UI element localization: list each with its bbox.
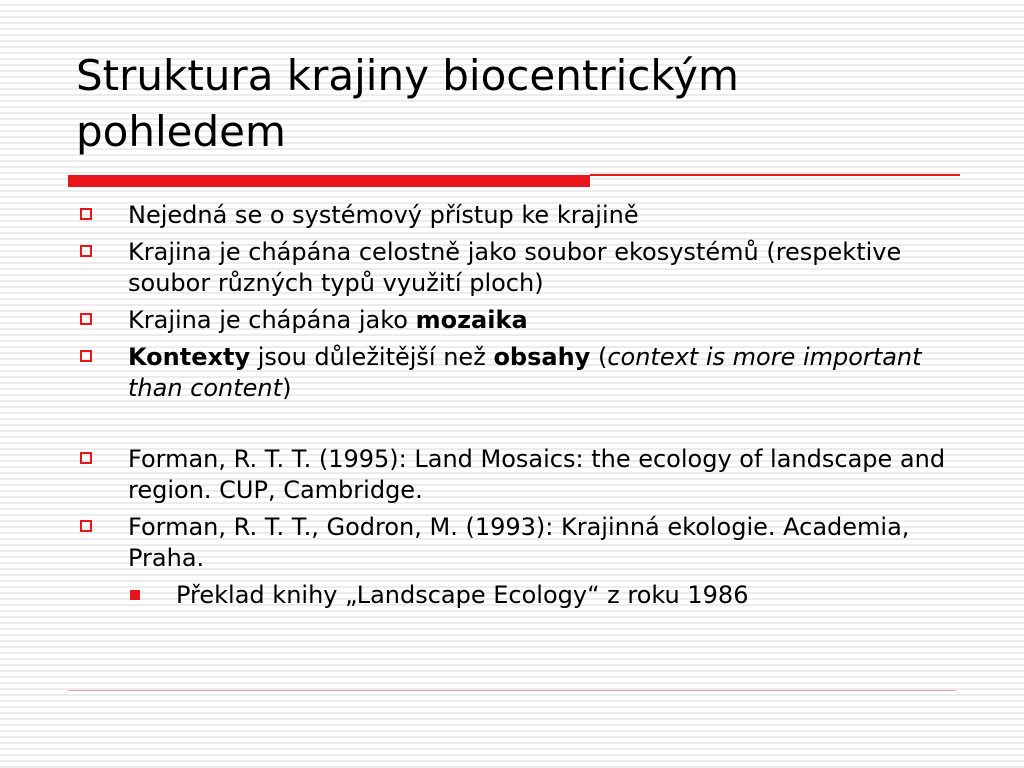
bullet-item bbox=[78, 237, 958, 299]
bullet-item bbox=[78, 200, 958, 231]
bullet-text: Krajina je chápána jako bbox=[128, 306, 416, 334]
bullet-emphasis: Kontexty bbox=[128, 343, 251, 371]
bullet-text: ( bbox=[590, 343, 608, 371]
bullet-text: Nejedná se o systémový přístup ke krajině bbox=[128, 201, 639, 229]
bullet-text: Krajina je chápána celostně jako soubor ekosystémů (respektive soubor různých typů využití ploch) bbox=[128, 238, 902, 297]
bullet-text: Forman, R. T. T. (1995): Land Mosaics: the ecology of landscape and region. CUP, Cambridge. bbox=[128, 445, 946, 504]
hollow-square-bullet-icon bbox=[80, 245, 92, 257]
bullet-item-reference bbox=[78, 512, 958, 574]
bullet-text: jsou důležitější než bbox=[250, 343, 494, 371]
bullet-item bbox=[78, 305, 958, 336]
hollow-square-bullet-icon bbox=[80, 313, 92, 325]
hollow-square-bullet-icon bbox=[80, 350, 92, 362]
hollow-square-bullet-icon bbox=[80, 452, 92, 464]
subbullet-text: Překlad knihy „Landscape Ecology“ z roku 1986 bbox=[176, 581, 749, 609]
hollow-square-bullet-icon bbox=[80, 208, 92, 220]
title-rule-thin bbox=[590, 174, 960, 176]
hollow-square-bullet-icon bbox=[80, 520, 92, 532]
bullet-item-reference bbox=[78, 444, 958, 506]
footer-rule bbox=[68, 690, 956, 691]
bullet-italic: context is more important than content bbox=[128, 343, 922, 402]
bullet-emphasis: mozaika bbox=[415, 306, 528, 334]
bullet-item bbox=[78, 342, 958, 404]
filled-square-bullet-icon bbox=[130, 590, 140, 600]
bullet-emphasis: obsahy bbox=[493, 343, 591, 371]
title-rule-accent bbox=[68, 175, 590, 187]
bullet-text: ) bbox=[282, 374, 292, 402]
bullet-text: Forman, R. T. T., Godron, M. (1993): Krajinná ekologie. Academia, Praha. bbox=[128, 513, 910, 572]
bullet-list bbox=[78, 200, 958, 611]
subbullet-item bbox=[78, 580, 958, 611]
slide-title: Struktura krajiny biocentrickým pohledem bbox=[76, 51, 739, 156]
